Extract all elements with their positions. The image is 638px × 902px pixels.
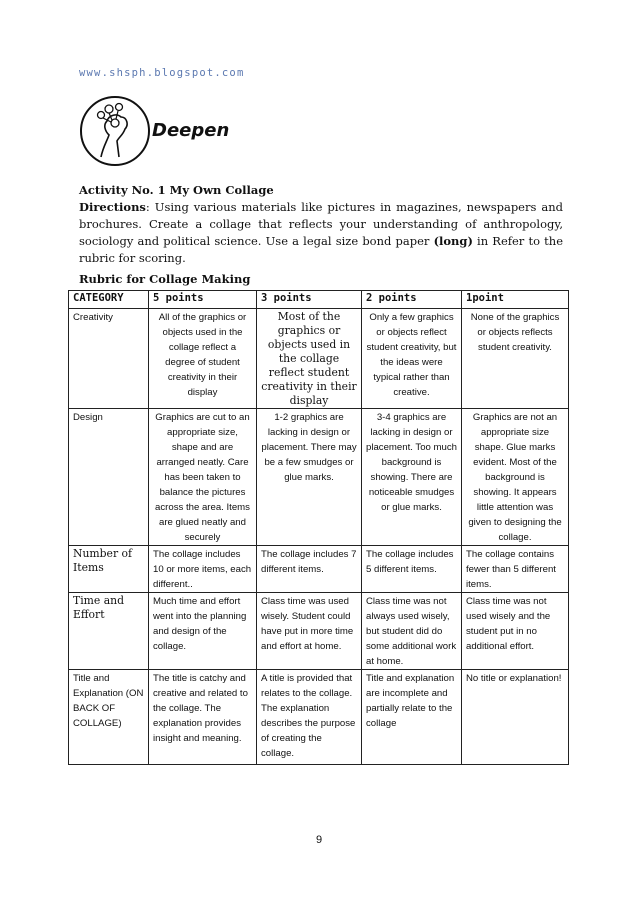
cell-2-points: The collage includes 5 different items. (362, 546, 462, 593)
cell-1-point: None of the graphics or objects reflects student creativity. (462, 309, 569, 409)
category-cell: Time and Effort (69, 593, 149, 670)
table-row (69, 409, 569, 546)
rubric-title: Rubric for Collage Making (79, 272, 251, 286)
cell-2-points: Class time was not always used wisely, but student did do some additional work at home. (362, 593, 462, 670)
directions-text-1: : Using various materials like pictures in magazines, newspapers and brochures. Create a collage that reflects your understanding of anthropology, sociology and political science. Use a legal size bond paper (79, 200, 563, 248)
cell-5-points: Much time and effort went into the planning and design of the collage. (149, 593, 257, 670)
brain-lightbulb-icon (79, 95, 151, 167)
table-row (69, 546, 569, 593)
section-title: Deepen (152, 120, 230, 141)
cell-3-points: A title is provided that relates to the collage. The explanation describes the purpose of creating the collage. (257, 670, 362, 765)
table-row (69, 309, 569, 409)
category-cell: Title and Explanation (ON BACK OF COLLAGE) (69, 670, 149, 765)
directions-text-2: in Refer to the rubric for scoring. (79, 234, 563, 265)
cell-3-points: 1-2 graphics are lacking in design or placement. There may be a few smudges or glue marks. (257, 409, 362, 546)
page-number: 9 (315, 834, 323, 846)
directions-bold-long: (long) (433, 234, 473, 248)
table-row (69, 670, 569, 765)
rubric-table (68, 290, 569, 765)
cell-3-points: Class time was used wisely. Student could have put in more time and effort at home. (257, 593, 362, 670)
directions-paragraph (79, 199, 563, 267)
cell-3-points: The collage includes 7 different items. (257, 546, 362, 593)
cell-2-points: Title and explanation are incomplete and partially relate to the collage (362, 670, 462, 765)
cell-5-points: The title is catchy and creative and related to the collage. The explanation provides insight and meaning. (149, 670, 257, 765)
cell-2-points: Only a few graphics or objects reflect student creativity, but the ideas were typical rather than creative. (362, 309, 462, 409)
category-cell: Design (69, 409, 149, 546)
cell-3-points: Most of the graphics or objects used in the collage reflect student creativity in their display (257, 309, 362, 409)
cell-5-points: Graphics are cut to an appropriate size, shape and are arranged neatly. Care has been taken to balance the pictures across the area. Items are glued neatly and securely (149, 409, 257, 546)
cell-1-point: Graphics are not an appropriate size shape. Glue marks evident. Most of the background is showing. It appears little attention was given to designing the collage. (462, 409, 569, 546)
header-1-point: 1point (462, 291, 569, 309)
cell-5-points: All of the graphics or objects used in the collage reflect a degree of student creativity in their display (149, 309, 257, 409)
table-header-row (69, 291, 569, 309)
cell-2-points: 3-4 graphics are lacking in design or placement. Too much background is showing. There are noticeable smudges or glue marks. (362, 409, 462, 546)
header-3-points: 3 points (257, 291, 362, 309)
category-cell: Number of Items (69, 546, 149, 593)
cell-1-point: No title or explanation! (462, 670, 569, 765)
website-url: www.shsph.blogspot.com (79, 67, 245, 79)
cell-5-points: The collage includes 10 or more items, each different.. (149, 546, 257, 593)
header-5-points: 5 points (149, 291, 257, 309)
directions-label: Directions (79, 200, 146, 214)
category-cell: Creativity (69, 309, 149, 409)
cell-1-point: Class time was not used wisely and the student put in no additional effort. (462, 593, 569, 670)
table-row (69, 593, 569, 670)
cell-1-point: The collage contains fewer than 5 different items. (462, 546, 569, 593)
header-category: CATEGORY (69, 291, 149, 309)
header-2-points: 2 points (362, 291, 462, 309)
activity-title: Activity No. 1 My Own Collage (79, 183, 274, 197)
